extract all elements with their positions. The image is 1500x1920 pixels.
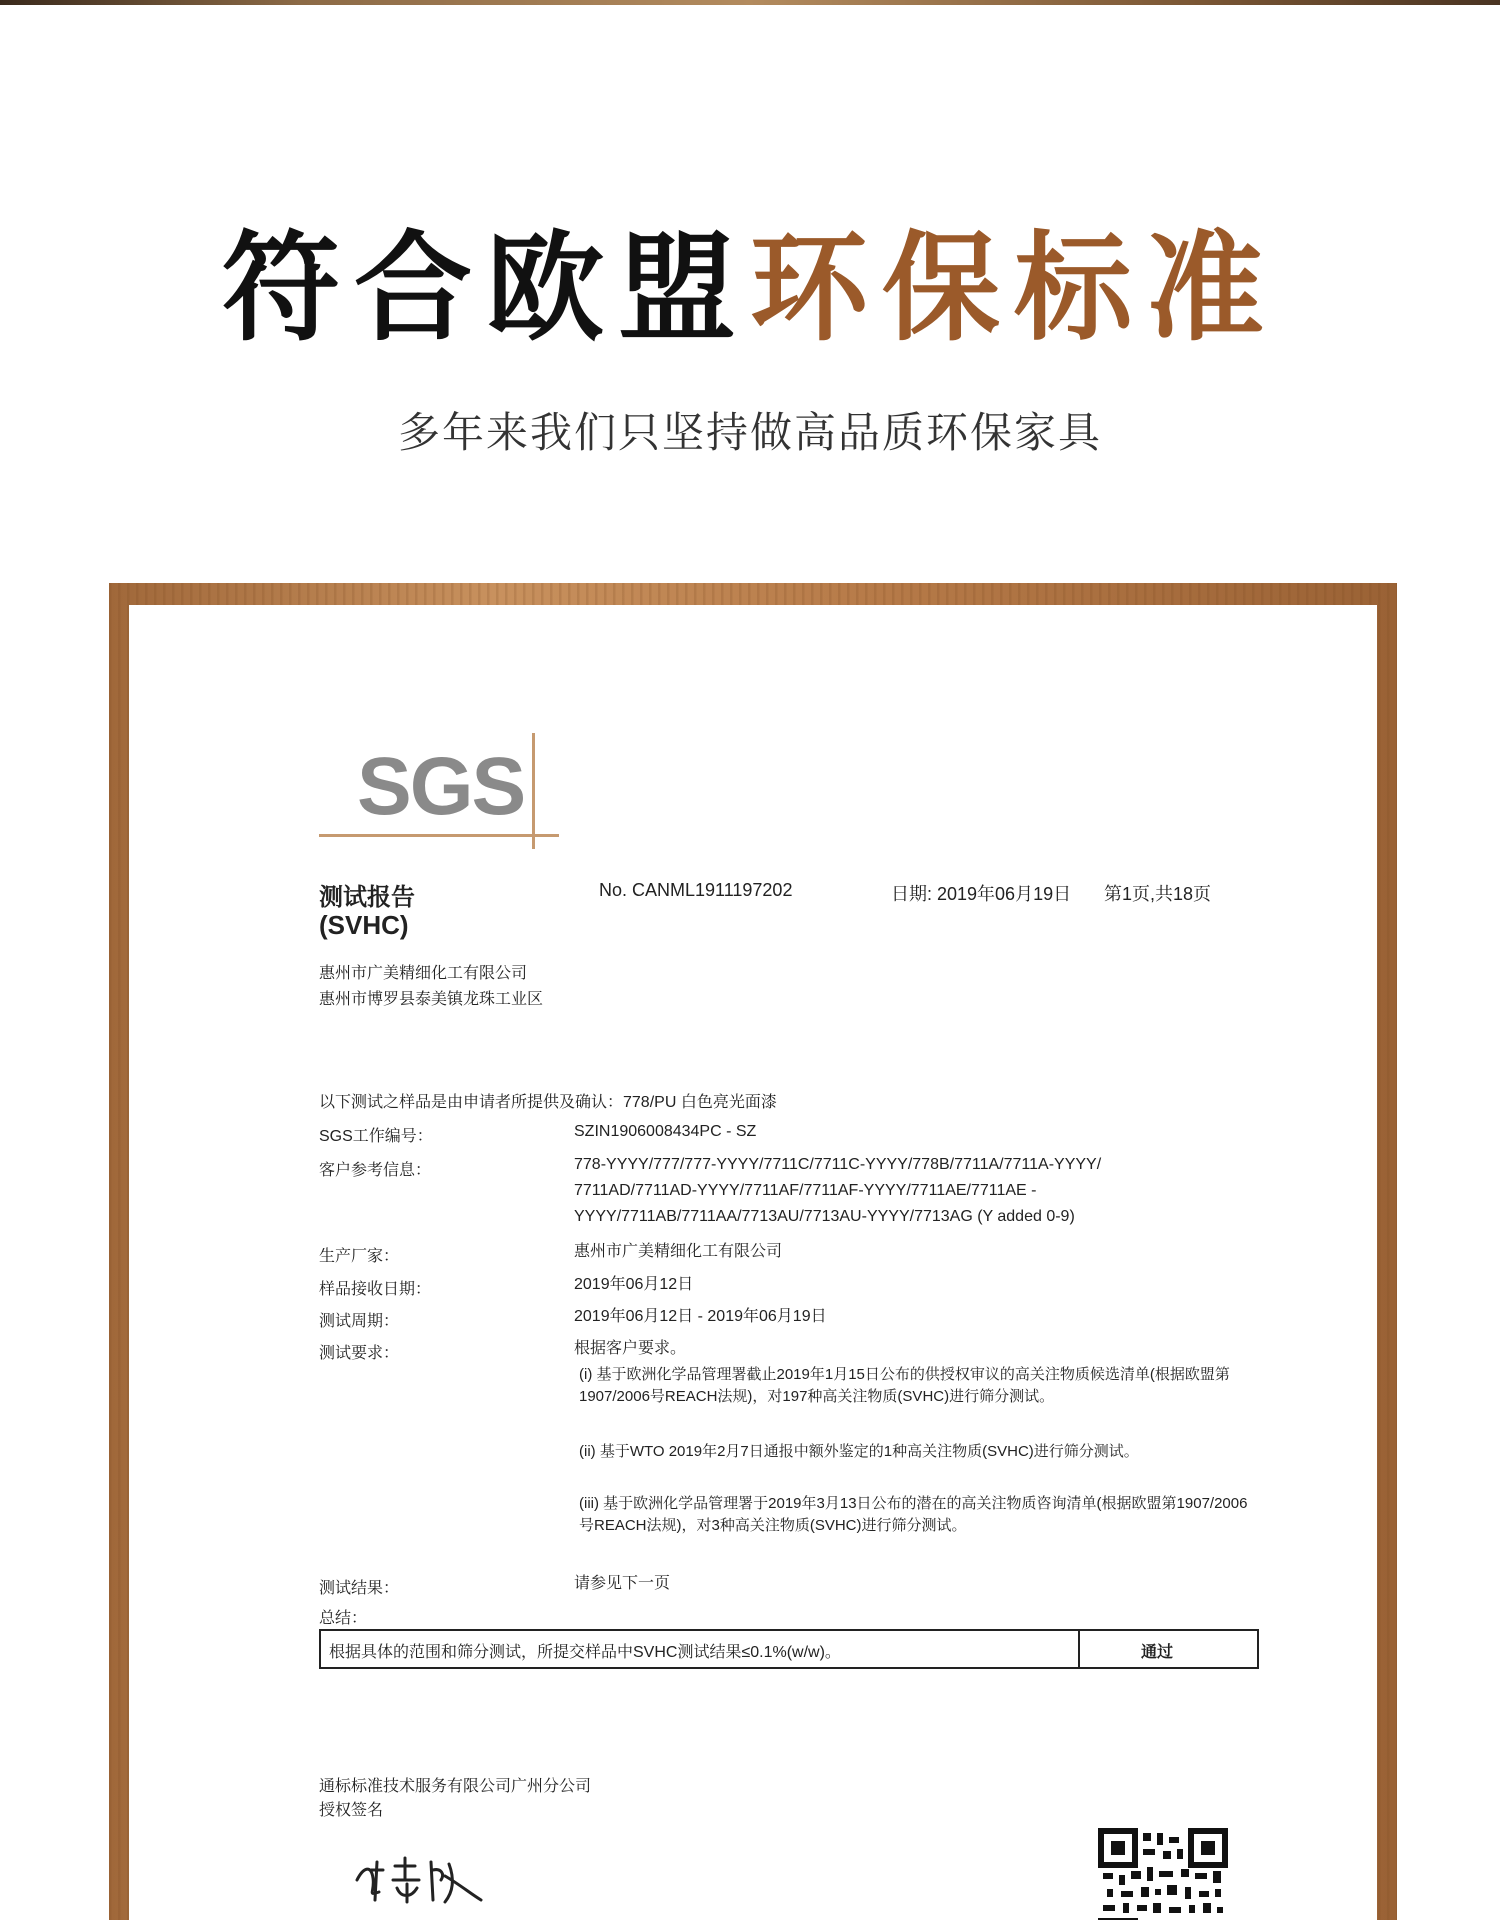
client-name: 惠州市广美精细化工有限公司 — [319, 965, 528, 982]
report-title: 测试报告 — [319, 884, 415, 911]
issuer-organization: 通标标准技术服务有限公司广州分公司 — [319, 1778, 592, 1795]
field-value-received-date: 2019年06月12日 — [574, 1276, 694, 1293]
requirement-item-1: (i) 基于欧洲化学品管理署截止2019年1月15日公布的供授权审议的高关注物质候选清单(根据欧盟第1907/2006号REACH法规)，对197种高关注物质(SVHC)进行筛分测试。 — [579, 1366, 1230, 1405]
handwritten-signature — [349, 1840, 489, 1910]
field-value-manufacturer: 惠州市广美精细化工有限公司 — [574, 1243, 783, 1260]
report-subtitle: (SVHC) — [319, 910, 409, 940]
field-label-job-no: SGS工作编号： — [319, 1128, 433, 1145]
requirement-item-2: (ii) 基于WTO 2019年2月7日通报中额外鉴定的1种高关注物质(SVHC)进行筛分测试。 — [579, 1443, 1139, 1460]
field-value-test-requirement: 根据客户要求。 — [574, 1340, 687, 1357]
report-page-info: 第1页,共18页 — [1104, 884, 1212, 904]
summary-label: 总结： — [319, 1610, 368, 1627]
top-wood-strip — [0, 0, 1500, 5]
summary-divider — [1078, 1631, 1080, 1667]
field-value-job-no: SZIN1906008434PC - SZ — [574, 1123, 757, 1140]
logo-vertical-line — [532, 733, 535, 849]
authorized-signature-label: 授权签名 — [319, 1802, 384, 1819]
result-value: 请参见下一页 — [574, 1575, 671, 1592]
field-value-client-ref: 778-YYYY/777/777-YYYY/7711C/7711C-YYYY/778B/7711A/7711A-YYYY/ 7711AD/7711AD-YYYY/7711AF/7711AF-YYYY/7711AE/7711AE -YYYY/7711AB/7711AA/7713AU/7713AU-YYYY/7713AG (Y added 0-9) — [574, 1156, 1102, 1225]
report-number: No. CANML1911197202 — [599, 880, 793, 900]
sgs-logo-text: SGS — [357, 741, 525, 832]
page-subtitle: 多年来我们只坚持做高品质环保家具 — [397, 408, 1102, 457]
client-address: 惠州市博罗县泰美镇龙珠工业区 — [319, 991, 544, 1008]
sgs-logo — [319, 733, 559, 843]
certificate-paper — [129, 605, 1377, 1920]
field-label-client-ref: 客户参考信息： — [319, 1162, 432, 1179]
qr-code — [1097, 1827, 1229, 1920]
report-date: 日期: 2019年06月19日 — [891, 884, 1072, 904]
summary-result: 通过 — [1141, 1644, 1174, 1661]
field-label-manufacturer: 生产厂家： — [319, 1248, 400, 1265]
certificate-frame — [109, 583, 1397, 1920]
result-label: 测试结果： — [319, 1580, 400, 1597]
summary-text: 根据具体的范围和筛分测试，所提交样品中SVHC测试结果≤0.1%(w/w)。 — [329, 1644, 841, 1661]
field-label-test-requirement: 测试要求： — [319, 1345, 400, 1362]
field-label-received-date: 样品接收日期： — [319, 1281, 432, 1298]
summary-box — [319, 1629, 1259, 1669]
headline-dark-part: 符合欧盟 — [221, 219, 750, 357]
headline-accent-part: 环保标准 — [750, 219, 1279, 357]
page-headline — [0, 218, 1500, 358]
sample-statement: 以下测试之样品是由申请者所提供及确认：778/PU 白色亮光面漆 — [319, 1094, 777, 1111]
field-label-test-period: 测试周期： — [319, 1313, 400, 1330]
field-value-test-period: 2019年06月12日 - 2019年06月19日 — [574, 1308, 827, 1325]
requirement-item-3: (iii) 基于欧洲化学品管理署于2019年3月13日公布的潜在的高关注物质咨询清单(根据欧盟第1907/2006号REACH法规)，对3种高关注物质(SVHC)进行筛分测试。 — [579, 1495, 1248, 1534]
logo-horizontal-line — [319, 834, 559, 837]
